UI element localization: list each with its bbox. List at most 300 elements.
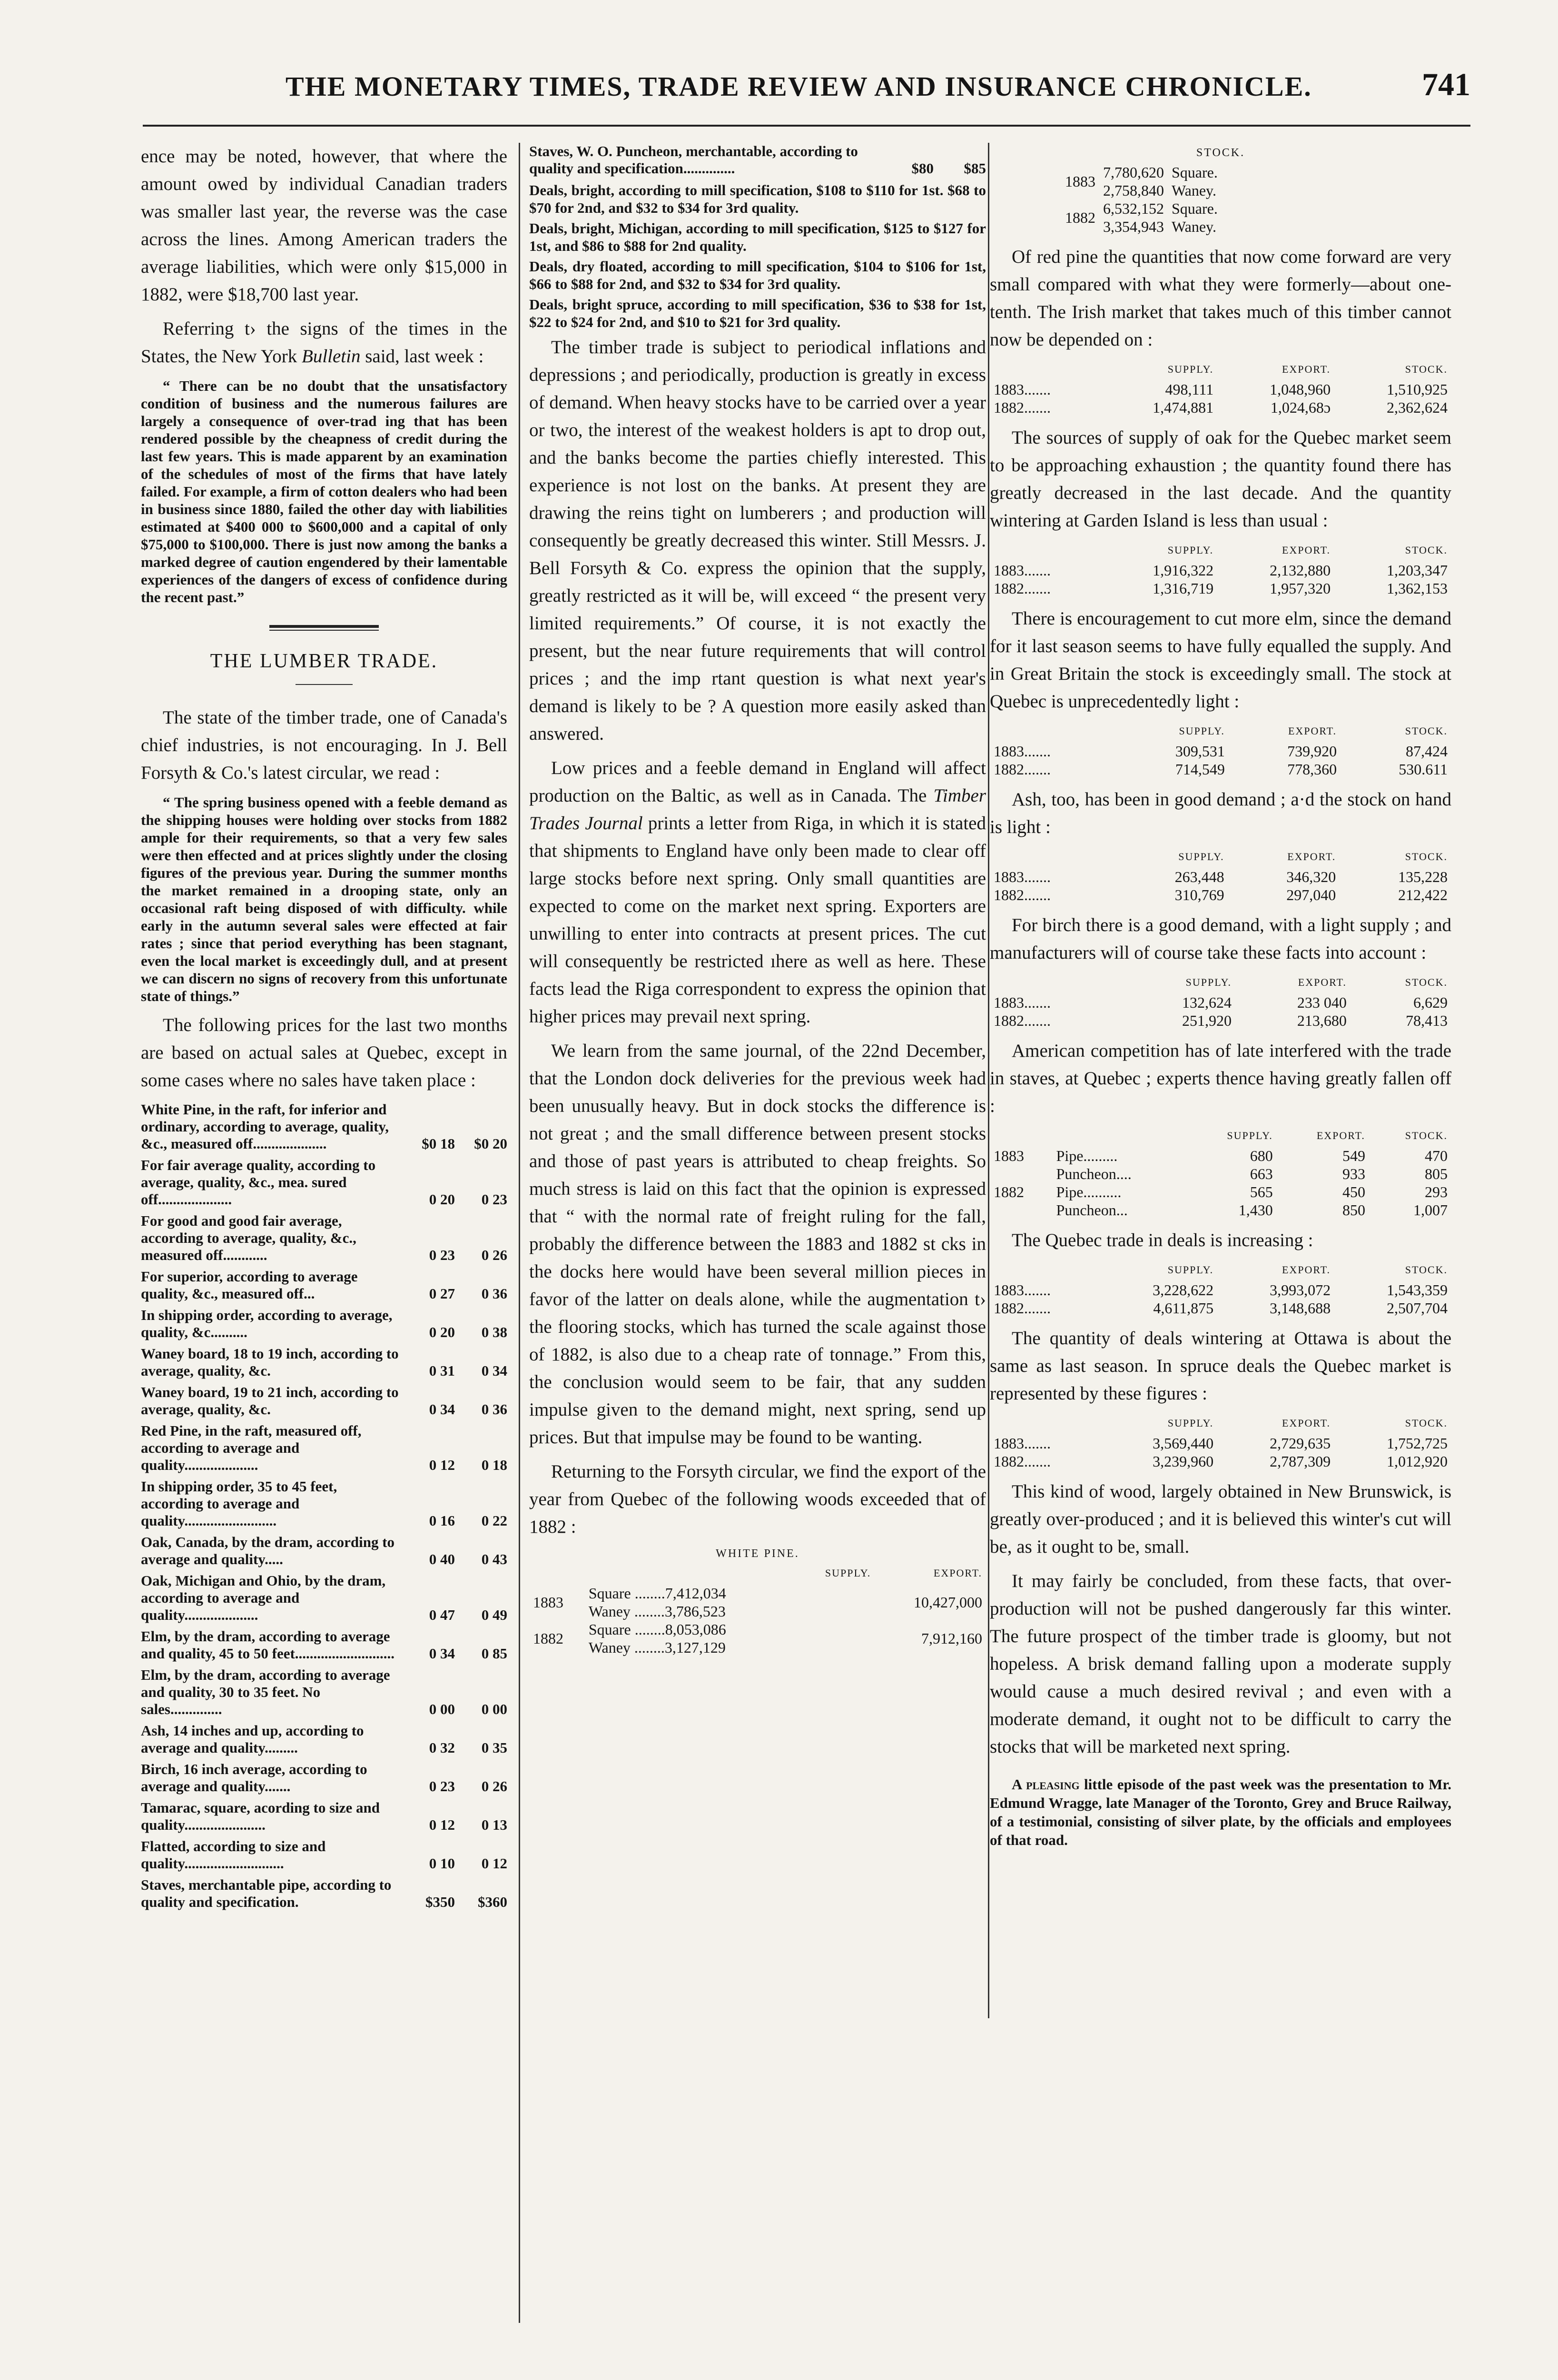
price-description: For good and good fair average, according to average, quality, &c., measured off............ (141, 1212, 356, 1263)
year-label: 1883....... (994, 1281, 1051, 1299)
timber-trade-paragraph: The timber trade is subject to periodical inflations and depressions ; and periodically, production is greatly in excess of demand. When heavy stocks have to be carried over a year or two, the interest of the weakest holders is apt to drop out, and the banks become the parties chiefly interested. This experience is not lost on the banks. At present they are drawing the reins tight on lumberers ; and production will consequently be greatly decreased this winter. Still Messrs. J. Bell Forsyth & Co. express the opinion that the supply, greatly restricted as it will be, will exceed “ the present very limited requirements.” Of course, it is not exactly the present, but the near future requirements that will control prices ; and the imp rtant question is what next year's demand is likely to be ? A question more easily asked than answered. (529, 337, 986, 744)
export-value: 213,680 (1297, 1012, 1347, 1029)
spruce-table (990, 1414, 1451, 1470)
export-value: 1,024,68ɔ (1270, 399, 1331, 416)
staves-row (990, 1201, 1451, 1219)
stock-square-value: 6,532,152 (1103, 200, 1164, 217)
export-header: EXPORT. (1282, 1264, 1331, 1276)
price-high: 0 22 (481, 1512, 507, 1529)
price-table-continued (529, 143, 986, 181)
spacer-cell (797, 1602, 875, 1620)
waney-label: Waney ........ (588, 1639, 665, 1656)
header-spacer (990, 360, 1100, 380)
staves-row (990, 1183, 1451, 1201)
price-row (141, 1307, 507, 1345)
export-value: 7,912,160 (921, 1630, 982, 1647)
ash-row (990, 868, 1451, 886)
bulletin-title: Bulletin (302, 346, 361, 367)
year-label: 1882....... (994, 761, 1051, 778)
stock-square-label: Square. (1172, 164, 1218, 181)
price-low: 0 00 (429, 1701, 455, 1717)
export-value: 3,993,072 (1270, 1281, 1331, 1299)
deal-entry: Deals, dry floated, according to mill specification, $104 to $106 for 1st, $66 to $88 for 2nd, and $32 to $34 for 3rd quality. (529, 258, 986, 292)
supply-value: 565 (1250, 1183, 1273, 1200)
price-high: 0 35 (481, 1739, 507, 1756)
header-spacer (990, 973, 1120, 993)
stock-header: STOCK. (1405, 1264, 1448, 1276)
price-row (141, 1876, 507, 1915)
stock-waney-label: Waney. (1172, 218, 1216, 235)
price-row (141, 1722, 507, 1761)
spacer-cell (797, 1584, 875, 1602)
item-label: Pipe......... (1056, 1147, 1118, 1164)
deal-entry: Deals, bright spruce, according to mill specification, $36 to $38 for 1st, $22 to $24 for 2nd, and $10 to $21 for 3rd quality. (529, 296, 986, 330)
section-ornament (269, 625, 379, 631)
header-spacer (990, 848, 1116, 868)
deals-table (990, 1261, 1451, 1317)
export-value: 2,729,635 (1270, 1435, 1331, 1452)
stock-value: 78,413 (1406, 1012, 1448, 1029)
export-header: EXPORT. (1287, 851, 1336, 863)
year-label: 1883....... (994, 994, 1051, 1011)
supply-header: SUPPLY. (1179, 725, 1225, 737)
supply-value: 680 (1250, 1147, 1273, 1164)
white-pine-stock-table (1061, 163, 1222, 236)
stock-square-value: 7,780,620 (1103, 164, 1164, 181)
price-row (141, 1478, 507, 1534)
year-label: 1882 (994, 1183, 1024, 1200)
year-label (990, 1201, 1053, 1219)
export-value: 1,957,320 (1270, 580, 1331, 597)
price-row (141, 1268, 507, 1307)
stock-header: STOCK. (1405, 1417, 1448, 1429)
price-low: 0 34 (429, 1401, 455, 1418)
export-value: 2,787,309 (1270, 1453, 1331, 1470)
export-value: 549 (1342, 1147, 1365, 1164)
ash-row (990, 886, 1451, 904)
baltic-text: Low prices and a feeble demand in England will affect production on the Baltic, as well as in Canada. The (529, 758, 986, 806)
export-value: 739,920 (1287, 743, 1337, 760)
price-row (529, 143, 986, 181)
price-low: 0 12 (429, 1816, 455, 1833)
bulletin-quote: “ There can be no doubt that the unsatisfactory condition of business and the numerous failures are largely a consequence of over-trad ing that has been rendered possible by the cheapness of credit during the last few years. This is made apparent by an examination of the schedules of most of the firms that have lately failed. For example, a firm of cotton dealers who had been in business since 1880, failed the other day with liabilities estimated at $400 000 to $600,000 and a capital of only $75,000 to $100,000. There is just now among the banks a marked degree of caution engendered by their lamentable experiences of the dangers of excess of confidence during the recent past.” (141, 377, 507, 605)
price-low: 0 20 (429, 1191, 455, 1208)
price-description: White Pine, in the raft, for inferior and ordinary, according to average, quality, &c., measured off.................... (141, 1101, 389, 1152)
header-spacer (990, 1127, 1053, 1147)
elm-table (990, 722, 1451, 778)
year-label: 1882....... (994, 1453, 1051, 1470)
supply-value: 663 (1250, 1165, 1273, 1182)
column-rule-right (988, 143, 989, 2018)
waney-label: Waney ........ (588, 1603, 665, 1620)
stock-header: STOCK. (1405, 544, 1448, 556)
price-low: 0 40 (429, 1551, 455, 1567)
red-pine-paragraph: Of red pine the quantities that now come forward are very small compared with what they were formerly—about one-tenth. The Irish market that takes much of this timber cannot now be depended on : (990, 247, 1451, 350)
supply-value: 132,624 (1182, 994, 1232, 1011)
square-label: Square ........ (588, 1585, 665, 1602)
oak-paragraph: The sources of supply of oak for the Quebec market seem to be approaching exhaustion ; the quantity found there has greatly decreased in the last decade. And the quantity wintering at Garden Island is less than usual : (990, 427, 1451, 531)
price-description: In shipping order, according to average, quality, &c.......... (141, 1307, 393, 1340)
price-row (141, 1838, 507, 1876)
price-low: 0 23 (429, 1247, 455, 1263)
year-label (990, 1165, 1053, 1183)
supply-header: SUPPLY. (1167, 1417, 1214, 1429)
year-label: 1882....... (994, 399, 1051, 416)
price-high: $0 20 (474, 1135, 507, 1152)
prices-intro: The following prices for the last two months are based on actual sales at Quebec, except in some cases where no sales have taken place : (141, 1015, 507, 1091)
birch-row (990, 1012, 1451, 1030)
price-high: 0 85 (481, 1645, 507, 1662)
price-high: 0 34 (481, 1362, 507, 1379)
red_pine-row (990, 380, 1451, 398)
supply-value: 3,239,960 (1153, 1453, 1214, 1470)
price-description: Elm, by the dram, according to average and quality, 45 to 50 feet........................... (141, 1628, 395, 1662)
elm-header-row (990, 722, 1451, 742)
export-header: EXPORT. (1282, 1417, 1331, 1429)
white-pine-table (529, 1564, 986, 1656)
deals-paragraph: The Quebec trade in deals is increasing : (1012, 1230, 1313, 1250)
oak-row (990, 579, 1451, 597)
price-high: 0 36 (481, 1285, 507, 1302)
square-value: 8,053,086 (665, 1621, 726, 1638)
price-description: Staves, merchantable pipe, according to quality and specification. (141, 1876, 392, 1910)
supply-value: 714,549 (1175, 761, 1225, 778)
year-label: 1882....... (994, 1299, 1051, 1317)
price-row (141, 1761, 507, 1799)
stock-value: 1,007 (1413, 1201, 1448, 1219)
export-value: 2,132,880 (1270, 562, 1331, 579)
supply-value: 3,228,622 (1153, 1281, 1214, 1299)
red_pine-table (990, 360, 1451, 416)
stock-header: STOCK. (1405, 363, 1448, 375)
birch-table (990, 973, 1451, 1030)
white-pine-row (529, 1584, 986, 1602)
stock-caption: STOCK. (1196, 147, 1245, 159)
price-description: Ash, 14 inches and up, according to average and quality......... (141, 1722, 364, 1756)
price-description: Staves, W. O. Puncheon, merchantable, according to quality and specification.............. (529, 143, 858, 177)
red_pine-row (990, 398, 1451, 416)
price-description: Elm, by the dram, according to average and quality, 30 to 35 feet. No sales.............. (141, 1666, 390, 1717)
circular-quote: “ The spring business opened with a feeble demand as the shipping houses were holding over stocks from 1882 ample for their requirements, so that a very few sales were then effected and at prices slightly under the closing figures of the previous year. During the summer months the market remained in a drooping state, only an occasional raft being disposed of with difficulty. while early in the autumn several sales were effected at fair rates ; since that period everything has been stagnant, even the local market is exceedingly dull, and at present we can discern no signs of recovery from this unfortunate state of things.” (141, 794, 507, 1004)
stock-value: 87,424 (1406, 743, 1448, 760)
spruce-paragraph: The quantity of deals wintering at Ottawa is about the same as last season. In spruce deals the Quebec market is represented by these figures : (990, 1328, 1451, 1404)
price-description: Flatted, according to size and quality........................... (141, 1838, 326, 1872)
note-text: little episode of the past week was the presentation to Mr. Edmund Wragge, late Manager of the Toronto, Grey and Bruce Railway, of a testimonial, consisting of silver plate, by the officials and employees of that road. (990, 1776, 1451, 1848)
price-row (141, 1101, 507, 1157)
white-pine-header-row (529, 1564, 986, 1584)
item-label: Puncheon.... (1056, 1165, 1132, 1182)
baltic-paragraph (529, 754, 986, 1031)
publication-title: THE MONETARY TIMES, TRADE REVIEW AND INSURANCE CHRONICLE. (286, 71, 1312, 102)
oak-header-row (990, 541, 1451, 561)
export-value: 850 (1342, 1201, 1365, 1219)
stock-header: STOCK. (1405, 976, 1448, 988)
year-label: 1883 (1065, 173, 1095, 190)
square-label: Square ........ (588, 1621, 665, 1638)
price-low: 0 10 (429, 1855, 455, 1872)
year-label: 1883....... (994, 868, 1051, 885)
export-value: 3,148,688 (1270, 1299, 1331, 1317)
presentation-note (990, 1775, 1451, 1849)
stock-value: 293 (1425, 1183, 1448, 1200)
price-high: 0 23 (481, 1191, 507, 1208)
export-header: EXPORT. (933, 1567, 982, 1579)
stock-waney-label: Waney. (1172, 182, 1216, 199)
price-low: $350 (425, 1894, 455, 1910)
price-low: 0 20 (429, 1324, 455, 1340)
export-value: 297,040 (1286, 886, 1336, 903)
export-header: EXPORT. (1316, 1130, 1365, 1141)
stock-row (1061, 199, 1222, 218)
price-description: Waney board, 18 to 19 inch, according to average, quality, &c. (141, 1345, 399, 1379)
price-high: 0 12 (481, 1855, 507, 1872)
referring-text: Referring t› the signs of the times in the States, the New York (141, 318, 507, 367)
spacer-cell (797, 1638, 875, 1656)
year-label: 1883....... (994, 1435, 1051, 1452)
birch-header-row (990, 973, 1451, 993)
stock-row (1061, 163, 1222, 181)
stock-value: 1,012,920 (1387, 1453, 1448, 1470)
referring-paragraph (141, 315, 507, 370)
year-label: 1883....... (994, 562, 1051, 579)
price-high: 0 49 (481, 1606, 507, 1623)
price-description: For superior, according to average quality, &c., measured off... (141, 1268, 358, 1302)
spruce-header-row (990, 1414, 1451, 1434)
white-pine-caption: WHITE PINE. (716, 1547, 799, 1560)
deals-row (990, 1299, 1451, 1317)
price-row (141, 1212, 507, 1268)
supply-value: 1,474,881 (1153, 399, 1214, 416)
price-row (141, 1157, 507, 1212)
spruce-row (990, 1434, 1451, 1452)
square-cell (585, 1620, 797, 1638)
year-label: 1882 (1065, 209, 1095, 226)
ash-table (990, 848, 1451, 904)
supply-header: SUPPLY. (1167, 544, 1214, 556)
price-low: 0 34 (429, 1645, 455, 1662)
page-header (143, 62, 1470, 114)
price-high: $85 (964, 160, 986, 177)
price-low: 0 12 (429, 1457, 455, 1473)
header-spacer (990, 541, 1100, 561)
square-value: 7,412,034 (665, 1585, 726, 1602)
supply-value: 310,769 (1174, 886, 1224, 903)
price-description: Oak, Canada, by the dram, according to average and quality..... (141, 1534, 395, 1567)
title-rule (296, 684, 353, 685)
london-dock-paragraph: We learn from the same journal, of the 22nd December, that the London dock deliveries for the previous week had been unusually heavy. But in dock stocks the difference is not great ; and the small difference between present stocks and those of past years is attributed to cheap freights. So much stress is laid on this fact that the opinion is expressed that “ with the normal rate of freight ruling for the fall, probably the difference between the 1883 and 1882 st cks in the docks here would have been several million pieces in favor of the latter on deals alone, while the augmentation t› the flooring stocks, which has turned the scale against those of 1882, is also due to a cheap rate of tonnage.” From this, the conclusion would seem to be fair, that any sudden impulse given to the demand might, next spring, send up prices. But that impulse may be found to be wanting. (529, 1041, 986, 1448)
section-title: THE LUMBER TRADE. (210, 650, 438, 672)
stock-value: 805 (1425, 1165, 1448, 1182)
price-low: 0 32 (429, 1739, 455, 1756)
stock-waney-value: 3,354,943 (1103, 218, 1164, 235)
stock-value: 2,362,624 (1387, 399, 1448, 416)
stock-header: STOCK. (1405, 725, 1448, 737)
price-row (141, 1422, 507, 1478)
price-low: 0 23 (429, 1778, 455, 1795)
price-low: 0 47 (429, 1606, 455, 1623)
export-header: EXPORT. (1298, 976, 1347, 988)
price-description: For fair average quality, according to average, quality, &c., mea. sured off.................... (141, 1157, 376, 1208)
year-label: 1882....... (994, 580, 1051, 597)
stock-header: STOCK. (1405, 851, 1448, 863)
supply-header: SUPPLY. (1185, 976, 1232, 988)
supply-header: SUPPLY. (1227, 1130, 1273, 1141)
elm-row (990, 760, 1451, 778)
price-low: 0 27 (429, 1285, 455, 1302)
item-label: Puncheon... (1056, 1201, 1128, 1219)
stock-value: 1,543,359 (1387, 1281, 1448, 1299)
price-row (141, 1384, 507, 1422)
column-rule-left (519, 143, 520, 2323)
oak-row (990, 561, 1451, 579)
price-low: 0 31 (429, 1362, 455, 1379)
ash-paragraph: Ash, too, has been in good demand ; a·d the stock on hand is light : (990, 789, 1451, 837)
price-row (141, 1628, 507, 1666)
stock-value: 135,228 (1398, 868, 1448, 885)
price-description: In shipping order, 35 to 45 feet, according to average and quality......................... (141, 1478, 337, 1529)
export-value: 346,320 (1286, 868, 1336, 885)
intro-paragraph: ence may be noted, however, that where the amount owed by individual Canadian traders was smaller last year, the reverse was the case across the lines. Among American traders the average liabilities, which were only $15,000 in 1882, were $18,700 last year. (141, 146, 507, 305)
stock-value: 1,362,153 (1387, 580, 1448, 597)
export-value: 450 (1342, 1183, 1365, 1200)
supply-header: SUPPLY. (1167, 1264, 1214, 1276)
conclusion-paragraph: It may fairly be concluded, from these facts, that over-production will not be pushed dangerously far this winter. The future prospect of the timber trade is gloomy, but not hopeless. A brisk demand falling upon a moderate supply would cause a much desired revival ; and even with a moderate demand, it ought not to be difficult to carry the stocks that will be marketed next spring. (990, 1571, 1451, 1757)
year-label: 1883....... (994, 381, 1051, 398)
new-brunswick-paragraph: This kind of wood, largely obtained in New Brunswick, is greatly over-produced ; and it is believed this winter's cut will be, as it ought to be, small. (990, 1481, 1451, 1557)
stock-value: 470 (1425, 1147, 1448, 1164)
oak-table (990, 541, 1451, 597)
stock-value: 1,203,347 (1387, 562, 1448, 579)
supply-value: 1,316,719 (1153, 580, 1214, 597)
price-table (141, 1101, 507, 1915)
lumber-intro: The state of the timber trade, one of Canada's chief industries, is not encouraging. In J. Bell Forsyth & Co.'s latest circular, we read : (141, 707, 507, 783)
stock-waney-value: 2,758,840 (1103, 182, 1164, 199)
price-row (141, 1572, 507, 1628)
price-high: 0 13 (481, 1816, 507, 1833)
year-label: 1883....... (994, 743, 1051, 760)
deal-entry: Deals, bright, according to mill specification, $108 to $110 for 1st. $68 to $70 for 2nd, and $32 to $34 for 3rd quality. (529, 182, 986, 216)
header-rule (143, 125, 1470, 127)
stock-value: 1,752,725 (1387, 1435, 1448, 1452)
ash-header-row (990, 848, 1451, 868)
elm-paragraph: There is encouragement to cut more elm, since the demand for it last season seems to have fully equalled the supply. And in Great Britain the stock is exceedingly small. The stock at Quebec is unprecedentedly light : (990, 608, 1451, 712)
referring-tail: said, last week : (360, 346, 484, 367)
price-high: $360 (478, 1894, 507, 1910)
waney-cell (585, 1602, 797, 1620)
export-header: EXPORT. (1282, 363, 1331, 375)
square-cell (585, 1584, 797, 1602)
supply-header: SUPPLY. (1178, 851, 1224, 863)
price-high: 0 00 (481, 1701, 507, 1717)
deals-row (990, 1281, 1451, 1299)
supply-header: SUPPLY. (825, 1567, 871, 1579)
price-description: Birch, 16 inch average, according to average and quality....... (141, 1761, 367, 1795)
supply-value: 498,111 (1165, 381, 1214, 398)
supply-value: 251,920 (1182, 1012, 1232, 1029)
export-value: 233 040 (1297, 994, 1347, 1011)
supply-value: 3,569,440 (1153, 1435, 1214, 1452)
birch-row (990, 993, 1451, 1012)
column-one (141, 143, 507, 1915)
spruce-row (990, 1452, 1451, 1470)
header-spacer (990, 1414, 1100, 1434)
stock-value: 530.611 (1399, 761, 1448, 778)
year-label: 1882 (533, 1630, 563, 1647)
staves-row (990, 1147, 1451, 1165)
supply-value: 1,430 (1238, 1201, 1273, 1219)
export-value: 1,048,960 (1270, 381, 1331, 398)
header-spacer (990, 1261, 1100, 1281)
export-value: 933 (1342, 1165, 1365, 1182)
price-high: 0 26 (481, 1778, 507, 1795)
forsyth-paragraph: Returning to the Forsyth circular, we find the export of the year from Quebec of the following woods exceeded that of 1882 : (529, 1461, 986, 1537)
supply-value: 263,448 (1174, 868, 1224, 885)
price-row (141, 1345, 507, 1384)
header-spacer (990, 722, 1117, 742)
price-description: Oak, Michigan and Ohio, by the dram, according to average and quality.................... (141, 1572, 386, 1623)
price-high: 0 43 (481, 1551, 507, 1567)
price-row (141, 1666, 507, 1722)
price-description: Waney board, 19 to 21 inch, according to average, quality, &c. (141, 1384, 399, 1418)
elm-row (990, 742, 1451, 760)
price-high: 0 18 (481, 1457, 507, 1473)
staves-paragraph: American competition has of late interfered with the trade in staves, at Quebec ; experts thence having greatly fallen off : (990, 1041, 1451, 1116)
note-lead: A pleasing (1012, 1776, 1080, 1793)
page-number: 741 (1422, 66, 1470, 102)
stock-value: 212,422 (1398, 886, 1448, 903)
white-pine-row (529, 1620, 986, 1638)
waney-cell (585, 1638, 797, 1656)
price-high: 0 38 (481, 1324, 507, 1340)
deals-list (529, 181, 986, 331)
stock-value: 6,629 (1413, 994, 1448, 1011)
year-label: 1882....... (994, 1012, 1051, 1029)
column-three (990, 143, 1451, 1856)
supply-value: 309,531 (1175, 743, 1225, 760)
waney-value: 3,786,523 (664, 1603, 726, 1620)
stock-value: 2,507,704 (1387, 1299, 1448, 1317)
export-value: 10,427,000 (914, 1594, 982, 1611)
export-header: EXPORT. (1288, 725, 1337, 737)
price-row (141, 1799, 507, 1838)
spacer-cell (797, 1620, 875, 1638)
price-row (141, 1534, 507, 1572)
price-high: 0 36 (481, 1401, 507, 1418)
item-label: Pipe.......... (1056, 1183, 1122, 1200)
price-high: 0 26 (481, 1247, 507, 1263)
supply-header: SUPPLY. (1167, 363, 1214, 375)
red_pine-header-row (990, 360, 1451, 380)
staves-table (990, 1127, 1451, 1219)
year-label: 1883 (533, 1594, 563, 1611)
price-low: 0 16 (429, 1512, 455, 1529)
supply-value: 1,916,322 (1153, 562, 1214, 579)
price-low: $80 (911, 160, 934, 177)
staves-header-row (990, 1127, 1451, 1147)
stock-square-label: Square. (1172, 200, 1218, 217)
deals-header-row (990, 1261, 1451, 1281)
deal-entry: Deals, bright, Michigan, according to mill specification, $125 to $127 for 1st, and $86 to $88 for 2nd quality. (529, 220, 986, 254)
price-description: Red Pine, in the raft, measured off, according to average and quality.................... (141, 1422, 362, 1473)
baltic-tail: prints a letter from Riga, in which it is stated that shipments to England have only been made to clear off large stocks before next spring. Only small quantities are expected to come on the market next spring. Exporters are unwilling to enter into contracts at present prices. The cut will consequently be restricted ıhere as well as here. These facts lead the Riga correspondent to express the opinion that higher prices may prevail next spring. (529, 813, 986, 1027)
staves-row (990, 1165, 1451, 1183)
journal-title: Timber Trades Journal (529, 785, 986, 833)
column-two (529, 143, 986, 1656)
year-label: 1883 (994, 1147, 1024, 1164)
stock-value: 1,510,925 (1387, 381, 1448, 398)
export-header: EXPORT. (1282, 544, 1331, 556)
stock-header: STOCK. (1405, 1130, 1448, 1141)
